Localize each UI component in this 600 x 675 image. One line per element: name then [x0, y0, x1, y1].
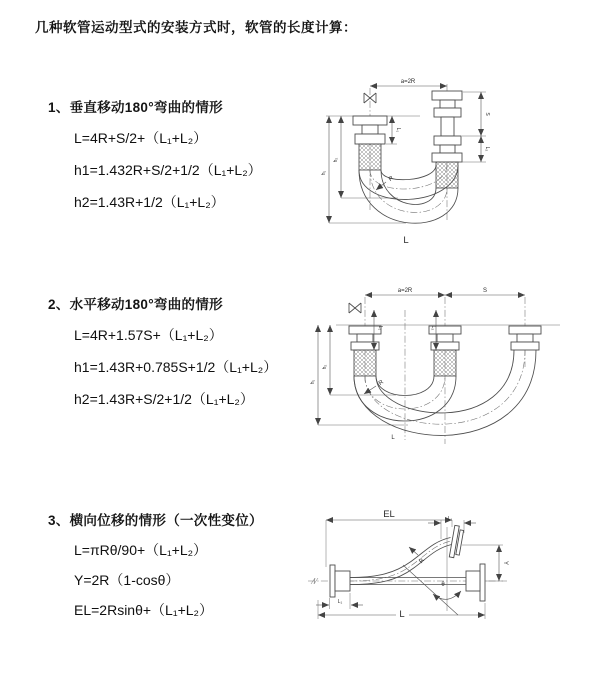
formula-line: h2=1.43R+S/2+1/2（L₁+L₂）	[74, 391, 254, 407]
section3-formulas	[74, 535, 318, 625]
dim-label-l1-bottom: L₁	[337, 599, 343, 605]
dim-label-l1: L₁	[395, 127, 401, 133]
formula-line: L=4R+1.57S+（L₁+L₂）	[74, 327, 223, 343]
upper-flange	[449, 525, 464, 558]
section1-heading: 1、垂直移动180°弯曲的情形	[48, 100, 223, 115]
formula-line: L=πRθ/90+（L₁+L₂）	[74, 542, 208, 558]
dim-label-r: R	[377, 379, 385, 387]
dim-label-s: S	[484, 112, 490, 116]
dim-label-l1-top: L₁	[447, 516, 453, 522]
dim-label-l: L	[391, 435, 395, 441]
dimension-s	[462, 92, 490, 136]
dim-label-l2: L₂	[484, 146, 490, 152]
dim-label-h1: h₁	[310, 379, 316, 385]
dim-label-y: Y	[502, 560, 508, 566]
formula-line: h1=1.43R+0.785S+1/2（L₁+L₂）	[74, 359, 278, 375]
formula-line: h1=1.432R+S/2+1/2（L₁+L₂）	[74, 162, 262, 178]
dim-label-l: L	[399, 609, 405, 620]
page-title: 几种软管运动型式的安装方式时，软管的长度计算：	[35, 20, 357, 35]
braided-hose-section	[359, 144, 381, 170]
dim-label-l: L	[403, 235, 409, 246]
diagram-horizontal-u-bend	[308, 282, 590, 454]
left-flange-fitting	[353, 116, 387, 170]
dimension-el	[326, 508, 452, 567]
middle-flange-fitting	[429, 326, 461, 376]
dim-label-a2r: a=2R	[400, 79, 416, 85]
dim-label-h1: h₁	[321, 170, 327, 176]
diagram-lateral-displacement	[300, 493, 600, 651]
right-pipe-fittings	[432, 91, 462, 188]
dimension-a2r-and-s	[365, 288, 525, 295]
dim-label-h2: h₂	[322, 364, 328, 370]
section-vertical-movement	[48, 96, 318, 218]
dimension-l2	[459, 136, 490, 162]
section-horizontal-movement	[48, 293, 318, 415]
dimension-a2r	[370, 79, 447, 86]
dim-label-r: R	[387, 175, 395, 183]
section1-formulas	[74, 122, 318, 218]
section2-heading: 2、水平移动180°弯曲的情形	[48, 297, 223, 312]
section3-heading: 3、横向位移的情形（一次性变位）	[48, 513, 263, 528]
dimension-l-bottom	[400, 234, 413, 246]
dimension-l-bottom	[318, 600, 485, 620]
dim-label-h2: h₂	[333, 157, 339, 163]
dimension-l-bottom	[388, 431, 398, 441]
section2-formulas	[74, 319, 318, 415]
dimension-l1-bottom	[316, 593, 363, 609]
dim-label-l1: L₁	[377, 325, 383, 331]
valve-icon	[349, 303, 361, 313]
formula-line: h2=1.43R+1/2（L₁+L₂）	[74, 194, 225, 210]
dimension-l1	[386, 116, 401, 144]
left-flange-fitting	[349, 326, 381, 376]
dim-label-el: EL	[383, 509, 395, 520]
dim-label-r: R	[418, 557, 426, 565]
left-flange	[330, 565, 350, 597]
section-lateral-displacement	[48, 509, 318, 625]
dim-label-s: S	[482, 288, 488, 294]
diagram-vertical-u-bend	[308, 70, 580, 258]
formula-line: EL=2Rsinθ+（L₁+L₂）	[74, 602, 213, 618]
formula-line: L=4R+S/2+（L₁+L₂）	[74, 130, 208, 146]
right-flange	[466, 564, 485, 601]
dimension-l1-top	[428, 516, 476, 539]
formula-line: Y=2R（1-cosθ）	[74, 572, 180, 588]
dim-label-theta: θ	[441, 582, 445, 588]
right-flange-fitting	[509, 326, 541, 350]
dim-label-l2: L₂	[430, 325, 436, 331]
dim-label-a2r: a=2R	[397, 288, 413, 294]
